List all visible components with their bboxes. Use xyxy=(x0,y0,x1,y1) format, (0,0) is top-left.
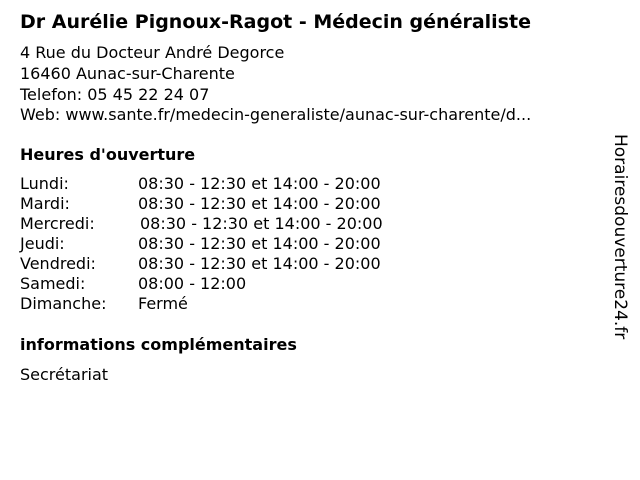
time-value: 08:30 - 12:30 et 14:00 - 20:00 xyxy=(138,254,381,273)
address-street: 4 Rue du Docteur André Degorce xyxy=(20,43,285,62)
day-label: Mardi: xyxy=(20,194,70,213)
time-value: 08:30 - 12:30 et 14:00 - 20:00 xyxy=(140,214,383,233)
site-watermark: Horairesdouverture24.fr xyxy=(610,134,630,340)
time-value: 08:00 - 12:00 xyxy=(138,274,247,293)
day-label: Samedi: xyxy=(20,274,86,293)
extra-info-text: Secrétariat xyxy=(20,365,109,384)
day-label: Dimanche: xyxy=(20,294,107,313)
day-label: Lundi: xyxy=(20,174,69,193)
time-value: 08:30 - 12:30 et 14:00 - 20:00 xyxy=(138,174,381,193)
time-value: 08:30 - 12:30 et 14:00 - 20:00 xyxy=(138,234,381,253)
day-label: Jeudi: xyxy=(20,234,65,253)
address-city: 16460 Aunac-sur-Charente xyxy=(20,64,235,83)
day-label: Mercredi: xyxy=(20,214,95,233)
page-title: Dr Aurélie Pignoux-Ragot - Médecin généraliste xyxy=(20,11,531,33)
day-label: Vendredi: xyxy=(20,254,96,273)
hours-heading: Heures d'ouverture xyxy=(20,145,196,164)
time-value: 08:30 - 12:30 et 14:00 - 20:00 xyxy=(138,194,381,213)
time-value: Fermé xyxy=(138,294,188,313)
website-link[interactable]: Web: www.sante.fr/medecin-generaliste/aunac-sur-charente/d... xyxy=(20,105,532,124)
extra-info-heading: informations complémentaires xyxy=(20,335,297,354)
phone-number: Telefon: 05 45 22 24 07 xyxy=(20,85,210,104)
